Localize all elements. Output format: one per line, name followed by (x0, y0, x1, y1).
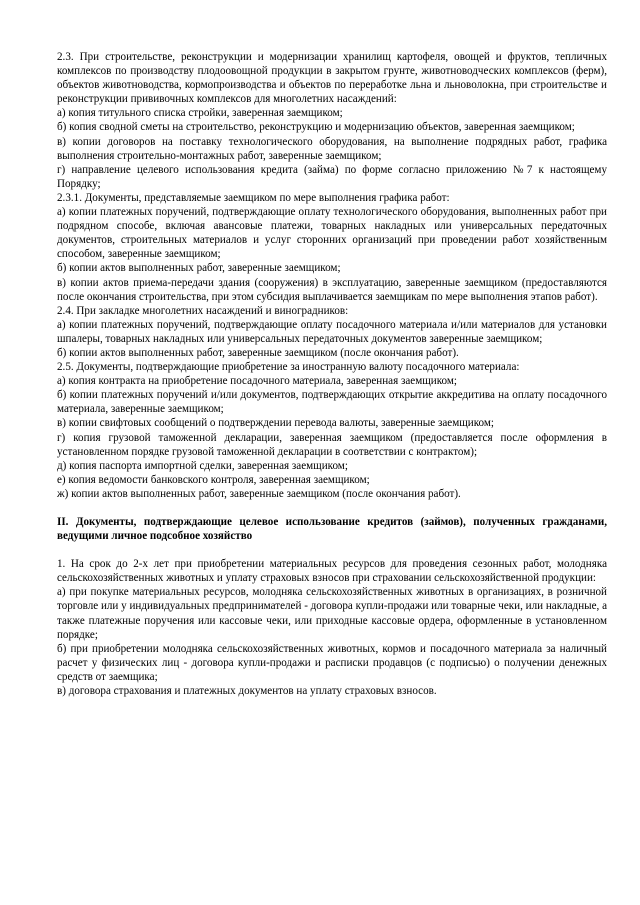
clause-2-3-1-b: б) копии актов выполненных работ, заверенные заемщиком; (57, 262, 341, 275)
clause-2-4-b: б) копии актов выполненных работ, заверенные заемщиком (после окончания работ). (57, 346, 459, 359)
document-page (57, 50, 607, 698)
section-2-heading: II. Документы, подтверждающие целевое использование кредитов (займов), полученных гражданами, ведущими личное подсобное хозяйство (57, 516, 607, 543)
clause-ii-1-b: б) при приобретении молодняка сельскохозяйственных животных, кормов и посадочного материала за наличный расчет у физических лиц - договора купли-продажи и расписки продавцов (с подписью) о получении денежных средств от заемщика; (57, 642, 607, 683)
clause-2-3-1: 2.3.1. Документы, представляемые заемщиком по мере выполнения графика работ: (57, 191, 450, 204)
clause-ii-1-a: а) при покупке материальных ресурсов, молодняка сельскохозяйственных животных в организациях, в розничной торговле или у индивидуальных предпринимателей - договора купли-продажи или товарные чеки, или накладные, а также платежные поручения или кассовые чеки, или приходные кассовые ордера, оформленные в установленном порядке; (57, 586, 607, 641)
clause-2-3-1-v: в) копии актов приема-передачи здания (сооружения) в эксплуатацию, заверенные заемщиком (предоставляются после окончания строительства, при этом субсидия выплачивается заемщикам по мере выполнения этапов работ). (57, 276, 607, 303)
clause-2-3-b: б) копия сводной сметы на строительство, реконструкцию и модернизацию объектов, заверенная заемщиком; (57, 121, 575, 134)
clause-2-5-a: а) копия контракта на приобретение посадочного материала, заверенная заемщиком; (57, 375, 457, 388)
clause-ii-1: 1. На срок до 2-х лет при приобретении материальных ресурсов для проведения сезонных работ, молодняка сельскохозяйственных животных и уплату страховых взносов при страховании сельскохозяйственной продукции: (57, 558, 607, 585)
clause-2-5-b: б) копии платежных поручений и/или документов, подтверждающих открытие аккредитива на оплату посадочного материала, заверенные заемщиком; (57, 389, 607, 416)
clause-2-5-d: д) копия паспорта импортной сделки, заверенная заемщиком; (57, 459, 348, 472)
clause-2-3: 2.3. При строительстве, реконструкции и модернизации хранилищ картофеля, овощей и фруктов, тепличных комплексов по производству плодоовощной продукции в закрытом грунте, животноводческих комплексов (ферм), объектов животноводства, кормопроизводства и объектов по переработке льна и льноволокна, при строительстве и реконструкции прививочных комплексов для многолетних насаждений: (57, 51, 607, 106)
clause-2-4: 2.4. При закладке многолетних насаждений и виноградников: (57, 304, 349, 317)
clause-2-5-zh: ж) копии актов выполненных работ, заверенные заемщиком (после окончания работ). (57, 487, 461, 500)
clause-2-5-g: г) копия грузовой таможенной декларации, заверенная заемщиком (предоставляется после оформления в установленном порядке грузовой таможенной декларации в соответствии с контрактом); (57, 431, 607, 458)
clause-ii-1-v: в) договора страхования и платежных документов на уплату страховых взносов. (57, 685, 437, 698)
clause-2-3-v: в) копии договоров на поставку технологического оборудования, на выполнение подрядных работ, графика выполнения строительно-монтажных работ, заверенные заемщиком; (57, 135, 607, 162)
clause-2-5-v: в) копии свифтовых сообщений о подтверждении перевода валюты, заверенные заемщиком; (57, 417, 494, 430)
clause-2-3-g: г) направление целевого использования кредита (займа) по форме согласно приложению №7 к настоящему Порядку; (57, 163, 607, 190)
clause-2-5: 2.5. Документы, подтверждающие приобретение за иностранную валюту посадочного материала: (57, 361, 520, 374)
clause-2-3-1-a: а) копии платежных поручений, подтверждающие оплату технологического оборудования, выполненных работ при подрядном способе, включая авансовые платежи, товарных накладных или универсальных передаточных документов, строительных материалов и услуг сторонних организаций при проведении работ хозяйственным способом, заверенные заемщиком; (57, 206, 607, 261)
clause-2-5-e: е) копия ведомости банковского контроля, заверенная заемщиком; (57, 473, 370, 486)
clause-2-3-a: а) копия титульного списка стройки, заверенная заемщиком; (57, 107, 343, 120)
section-spacer (57, 501, 607, 515)
clause-2-4-a: а) копии платежных поручений, подтверждающие оплату посадочного материала и/или материалов для установки шпалеры, товарных накладных или универсальных передаточных документов заверенные заемщиком; (57, 318, 607, 345)
section-spacer (57, 543, 607, 557)
